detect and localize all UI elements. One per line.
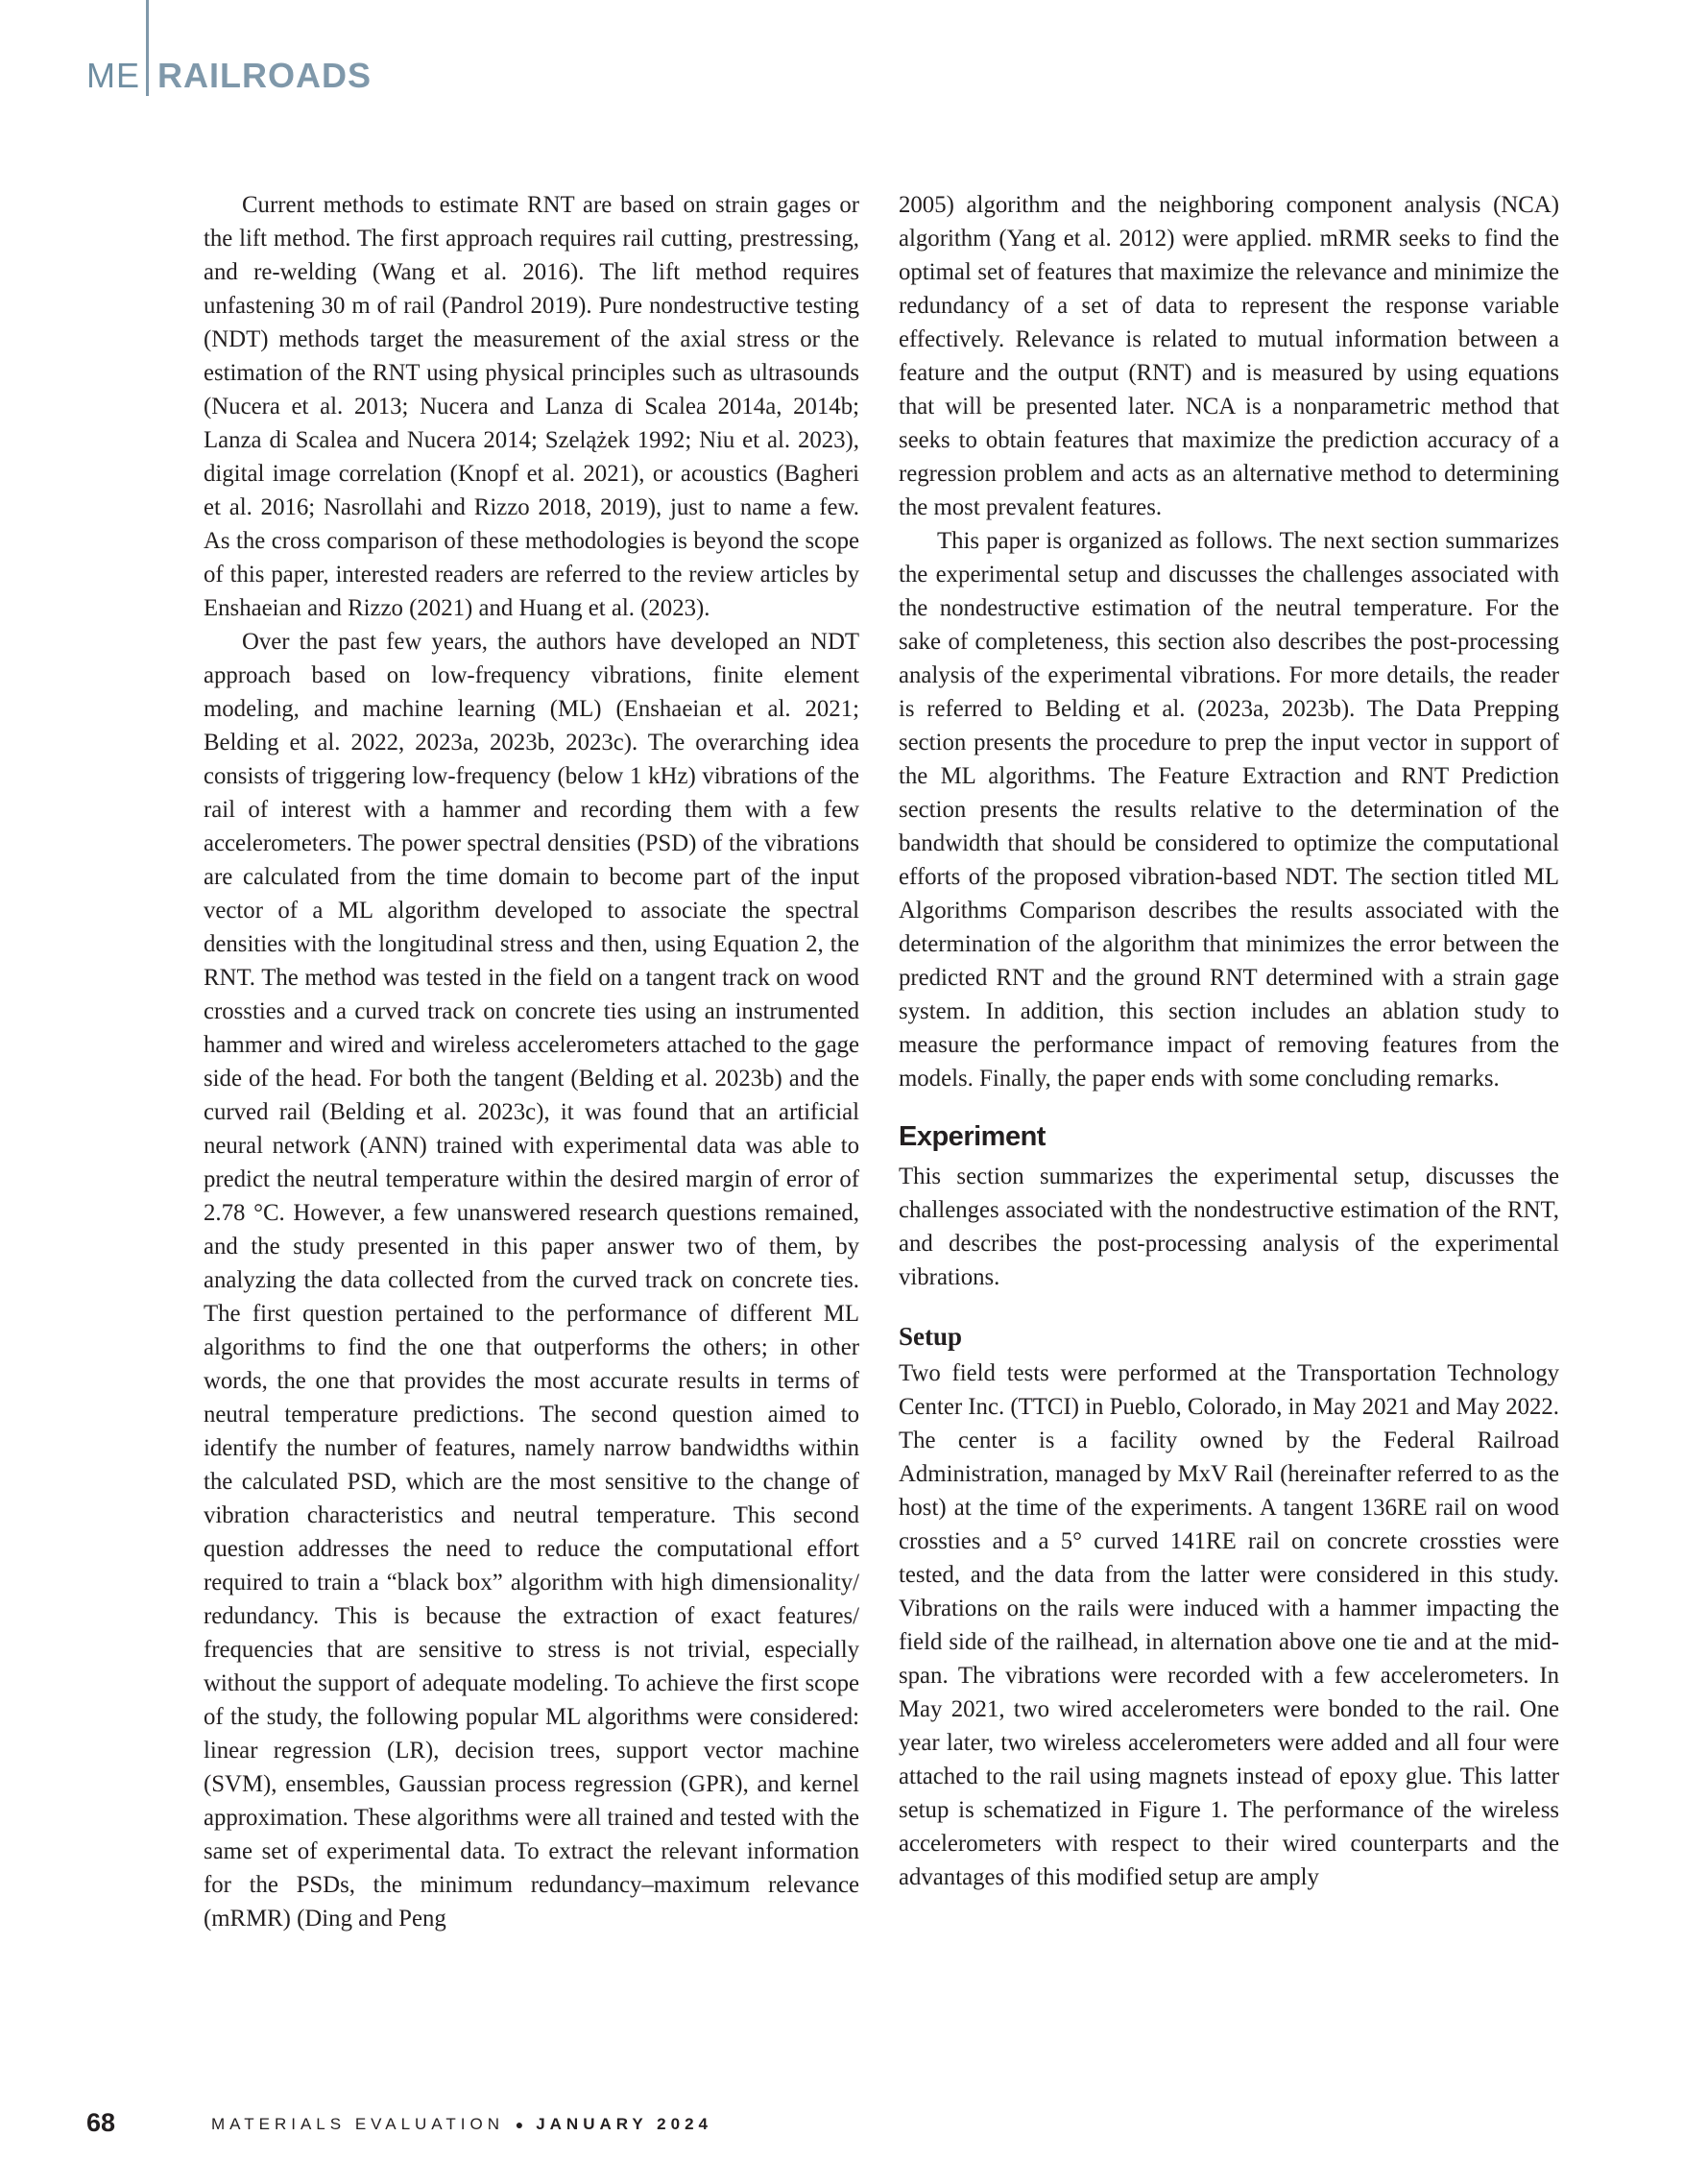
- header-prefix: ME: [86, 56, 140, 95]
- body-paragraph: 2005) algorithm and the neighboring component analysis (NCA) algorithm (Yang et al. 2012) were applied. mRMR seeks to find the optimal set of features that maximize the relevance and minimize the redundancy of a set of data to represent the response variable effectively. Relevance is related to mutual information between a feature and the output (RNT) and is measured by using equations that will be presented later. NCA is a nonparametric method that seeks to obtain features that maximize the prediction accuracy of a regression problem and acts as an alternative method to determining the most prevalent features.: [899, 192, 1559, 520]
- running-header: [86, 56, 372, 96]
- right-column: [899, 188, 1559, 1894]
- page-number: 68: [86, 2108, 116, 2137]
- journal-footer: [211, 2115, 712, 2134]
- body-paragraph: This section summarizes the experimental setup, discusses the challenges associated with the nondestructive estimation of the RNT, and describes the post-processing analysis of the experimental vibrations.: [899, 1164, 1559, 1290]
- subsection-heading-setup: Setup: [899, 1322, 963, 1351]
- journal-title: MATERIALS EVALUATION: [211, 2115, 504, 2133]
- body-paragraph: Over the past few years, the authors have developed an NDT approach based on low-frequency vibrations, finite element modeling, and machine learning (ML) (Enshaeian et al. 2021; Belding et al. 2022, 2023a, 2023b, 2023c). The overarching idea consists of triggering low-frequency (below 1 kHz) vibrations of the rail of interest with a hammer and recording them with a few accelerometers. The power spectral densities (PSD) of the vibrations are calculated from the time domain to become part of the input vector of a ML algorithm developed to associate the spectral densities with the longitudinal stress and then, using Equation 2, the RNT. The method was tested in the field on a tangent track on wood crossties and a curved track on concrete ties using an instrumented hammer and wired and wireless accelerometers attached to the gage side of the head. For both the tangent (Belding et al. 2023b) and the curved rail (Belding et al. 2023c), it was found that an artificial neural network (ANN) trained with experimental data was able to predict the neutral temperature within the desired margin of error of 2.78 °C. However, a few unanswered research questions remained, and the study presented in this paper answer two of them, by analyzing the data collected from the curved track on concrete ties. The first question pertained to the performance of different ML algorithms to find the one that outperforms the others; in other words, the one that provides the most accurate results in terms of neutral temperature predictions. The second question aimed to identify the number of features, namely narrow bandwidths within the calculated PSD, which are the most sensitive to the change of vibration characteristics and neutral temperature. This second question addresses the need to reduce the computational effort required to train a “black box” algorithm with high dimensionality/ redundancy. This is because the extraction of exact features/ frequencies that are sensitive to stress is not trivial, especially without the support of adequate modeling. To achieve the first scope of the study, the following popular ML algorithms were considered: linear regression (LR), decision trees, support vector machine (SVM), ensembles, Gaussian process regression (GPR), and kernel approximation. These algorithms were all trained and tested with the same set of experimental data. To extract the relevant information for the PSDs, the minimum redundancy–maximum relevance (mRMR) (Ding and Peng: [204, 629, 859, 1932]
- body-paragraph: Current methods to estimate RNT are based on strain gages or the lift method. The first approach requires rail cutting, prestressing, and re-welding (Wang et al. 2016). The lift method requires unfastening 30 m of rail (Pandrol 2019). Pure nondestructive testing (NDT) methods target the measurement of the axial stress or the estimation of the RNT using physical principles such as ultrasounds (Nucera et al. 2013; Nucera and Lanza di Scalea 2014a, 2014b; Lanza di Scalea and Nucera 2014; Szelążek 1992; Niu et al. 2023), digital image correlation (Knopf et al. 2021), or acoustics (Bagheri et al. 2016; Nasrollahi and Rizzo 2018, 2019), just to name a few. As the cross comparison of these methodologies is beyond the scope of this paper, interested readers are referred to the review articles by Enshaeian and Rizzo (2021) and Huang et al. (2023).: [204, 192, 859, 621]
- section-heading-experiment: Experiment: [899, 1121, 1046, 1152]
- header-section-title: RAILROADS: [157, 56, 372, 95]
- bullet-separator: ●: [515, 2117, 529, 2132]
- issue-date: JANUARY 2024: [536, 2115, 712, 2133]
- body-paragraph: Two field tests were performed at the Transportation Technology Center Inc. (TTCI) in Pueblo, Colorado, in May 2021 and May 2022. The center is a facility owned by the Federal Railroad Administration, managed by MxV Rail (hereinafter referred to as the host) at the time of the experiments. A tangent 136RE rail on wood crossties and a 5° curved 141RE rail on concrete crossties were tested, and the data from the latter were considered in this study. Vibrations on the rails were induced with a hammer impacting the field side of the railhead, in alternation above one tie and at the mid-span. The vibrations were recorded with a few accelerometers. In May 2021, two wired accelerometers were bonded to the rail. One year later, two wireless accelerometers were added and all four were attached to the rail using magnets instead of epoxy glue. This latter setup is schematized in Figure 1. The performance of the wireless accelerometers with respect to their wired counterparts and the advantages of this modified setup are amply: [899, 1360, 1559, 1890]
- body-paragraph: This paper is organized as follows. The next section summarizes the experimental setup and discusses the challenges associated with the nondestructive estimation of the neutral temperature. For the sake of completeness, this section also describes the post-processing analysis of the experimental vibrations. For more details, the reader is referred to Belding et al. (2023a, 2023b). The Data Prepping section presents the procedure to prep the input vector in support of the ML algorithms. The Feature Extraction and RNT Prediction section presents the results relative to the determination of the bandwidth that should be considered to optimize the computational efforts of the proposed vibration-based NDT. The section titled ML Algorithms Comparison describes the results associated with the determination of the algorithm that minimizes the error between the predicted RNT and the ground RNT determined with a strain gage system. In addition, this section includes an ablation study to measure the performance impact of removing features from the models. Finally, the paper ends with some concluding remarks.: [899, 528, 1559, 1092]
- left-column: [204, 188, 859, 1935]
